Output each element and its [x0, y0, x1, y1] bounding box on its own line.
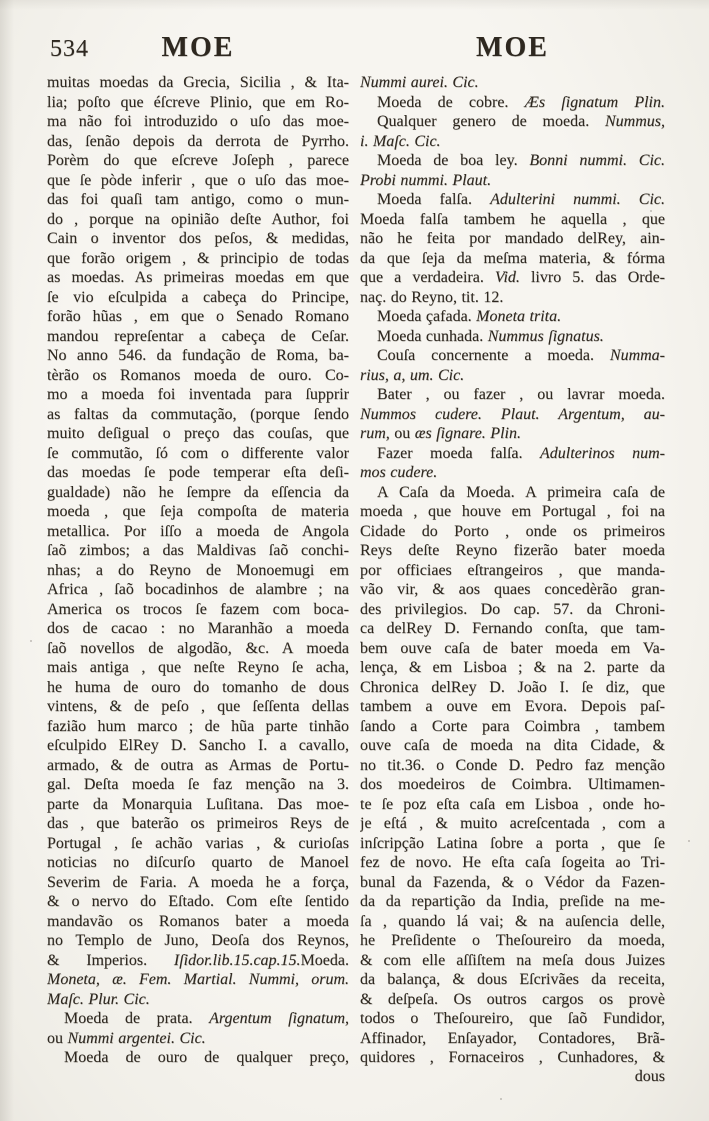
- text-column-right: [360, 73, 665, 1068]
- text-line: [47, 541, 349, 561]
- roman-text: bem ouve caſa de bater moeda em Va-: [360, 639, 665, 657]
- text-line: [360, 795, 665, 815]
- roman-text: livro 5. das Orde-: [519, 269, 665, 286]
- roman-text: mais antiga , que neſte Reyno ſe acha,: [47, 659, 349, 676]
- roman-text: Chronica delRey D. João I. ſe diz, que: [360, 678, 665, 696]
- text-line: [47, 834, 349, 854]
- roman-text: ma não foi introduzido o uſo das moe-: [47, 113, 349, 130]
- latin-italic-text: Iſidor.lib.15.cap.15.: [173, 951, 301, 969]
- text-line: [360, 1029, 665, 1049]
- paper-speck: [650, 210, 652, 212]
- text-line: [47, 873, 349, 893]
- roman-text: ſe commutão, ſó com o differente valor: [47, 444, 349, 462]
- latin-italic-text: Argentum ſignatum,: [209, 1010, 349, 1027]
- running-header-right: MOE: [476, 32, 549, 63]
- latin-italic-text: Moneta trita.: [476, 308, 562, 325]
- text-line: [47, 463, 349, 483]
- text-line: [47, 268, 349, 288]
- roman-text: nhas; a do Reyno de Monoemugi em: [47, 561, 349, 579]
- roman-text: as faltas da commutação, (porque ſendo: [47, 405, 349, 423]
- text-line: [47, 405, 349, 425]
- roman-text: mo a moeda foi inventada para ſupprir: [47, 386, 349, 403]
- roman-text: no Templo de Juno, Deoſa dos Reynos,: [47, 932, 349, 949]
- roman-text: ſaõ novellos de algodão, &c. A moeda: [47, 639, 349, 657]
- roman-text: & deſpeſa. Os outros cargos os provè: [360, 990, 665, 1008]
- text-line: [360, 970, 665, 990]
- text-line: [47, 522, 349, 542]
- roman-text: Moeda de cobre.: [377, 93, 525, 111]
- text-line: [47, 93, 349, 113]
- latin-italic-text: Maſc. Plur. Cic.: [47, 990, 150, 1008]
- page-top-shade: [0, 0, 709, 10]
- text-line: [47, 366, 349, 386]
- text-line: [47, 112, 349, 132]
- roman-text: moeda , que ſeja compoſta de materia: [47, 503, 349, 520]
- text-line: [47, 483, 349, 503]
- roman-text: mandavão os Romanos bater a moeda: [47, 912, 349, 930]
- roman-text: dos de cacao : no Maranhão a moeda: [47, 620, 349, 637]
- latin-italic-text: rius, a, um. Cic.: [360, 366, 465, 384]
- roman-text: Moeda de prata.: [64, 1010, 210, 1027]
- roman-text: noticias no diſcurſo quarto de Manoel: [47, 854, 349, 871]
- roman-text: vão vir, & aos quaes concedèrão gran-: [360, 581, 665, 598]
- roman-text: Portugal , ſe achão varias , & curioſas: [47, 834, 349, 852]
- roman-text: ſaõ zimbos; a das Maldivas ſaõ conchi-: [47, 542, 349, 559]
- text-line: [360, 424, 665, 444]
- text-line: [47, 580, 349, 600]
- text-line: [360, 463, 665, 483]
- text-line: [47, 327, 349, 347]
- roman-text: Porèm do que eſcreve Joſeph , parece: [47, 152, 349, 169]
- roman-text: fez de novo. He eſta caſa ſogeita ao Tri-: [360, 854, 665, 871]
- roman-text: ſando a Corte para Coimbra , tambem: [360, 717, 665, 735]
- text-line: [360, 658, 665, 678]
- text-line: [47, 912, 349, 932]
- text-line: [360, 307, 665, 327]
- paper-speck: [688, 840, 690, 842]
- text-line: [360, 951, 665, 971]
- roman-text: todos o Theſoureiro, que ſaõ Fundidor,: [360, 1010, 665, 1027]
- text-line: [47, 639, 349, 659]
- latin-italic-text: Bonni nummi. Cic.: [529, 152, 665, 169]
- text-line: [360, 736, 665, 756]
- text-line: [360, 171, 665, 191]
- text-line: [360, 268, 665, 288]
- roman-text: ou: [47, 1029, 68, 1047]
- text-line: [360, 1048, 665, 1068]
- roman-text: por officiaes eſtrangeiros , que manda-: [360, 561, 665, 579]
- text-line: [360, 834, 665, 854]
- roman-text: Bater , ou fazer , ou lavrar moeda.: [377, 386, 665, 403]
- text-line: [47, 970, 349, 990]
- latin-italic-text: Nummus,: [604, 113, 665, 130]
- latin-italic-text: Adulterini nummi. Cic.: [490, 191, 665, 208]
- text-line: [360, 288, 665, 308]
- roman-text: Moeda falſa tambem he aquella , que: [360, 210, 665, 228]
- roman-text: Cain o inventor dos peſos, & medidas,: [47, 230, 349, 247]
- roman-text: gal. Deſta moeda ſe faz menção na 3.: [47, 776, 349, 793]
- text-line: [47, 561, 349, 581]
- latin-italic-text: Numma-: [609, 347, 665, 364]
- text-line: [47, 444, 349, 464]
- roman-text: que forão origem , & principio de todas: [47, 249, 349, 267]
- roman-text: Severim de Faria. A moeda he a força,: [47, 873, 349, 891]
- latin-italic-text: Probi nummi. Plaut.: [360, 171, 492, 189]
- text-line: [360, 483, 665, 503]
- roman-text: tambem a ouve em Evora. Depois paſ-: [360, 698, 665, 715]
- text-line: [47, 424, 349, 444]
- text-line: [47, 307, 349, 327]
- roman-text: das foi quaſi tam antigo, como o mun-: [47, 191, 349, 208]
- roman-text: lia; poſto que éſcreve Plinio, que em Ro-: [47, 93, 349, 111]
- text-line: [360, 327, 665, 347]
- text-line: [47, 756, 349, 776]
- latin-italic-text: Adulterinos num-: [539, 444, 665, 462]
- text-line: [360, 853, 665, 873]
- roman-text: metallica. Por iſſo a moeda de Angola: [47, 522, 349, 540]
- latin-italic-text: Nummi aurei. Cic.: [360, 74, 479, 91]
- text-line: [360, 873, 665, 893]
- text-line: [360, 93, 665, 113]
- roman-text: ou: [389, 425, 415, 442]
- text-line: [360, 678, 665, 698]
- latin-italic-text: æs ſignare. Plin.: [414, 425, 521, 442]
- text-line: [47, 385, 349, 405]
- text-line: [360, 249, 665, 269]
- roman-text: lença, & em Lisboa ; & na 2. parte da: [360, 659, 665, 676]
- latin-italic-text: mos cudere.: [360, 464, 438, 481]
- roman-text: & com elle aſſiſtem na meſa dous Juizes: [360, 951, 665, 969]
- text-line: [360, 132, 665, 152]
- roman-text: das moedas ſe pode temperar eſta deſi-: [47, 464, 349, 481]
- text-line: [47, 736, 349, 756]
- roman-text: No anno 546. da fundação de Roma, ba-: [47, 347, 349, 364]
- roman-text: não he feita por mandado delRey, ain-: [360, 230, 665, 247]
- text-line: [360, 717, 665, 737]
- text-line: [360, 619, 665, 639]
- roman-text: muito deſigual o preço das couſas, que: [47, 425, 349, 442]
- roman-text: te ſe poz eſta caſa em Lisboa , onde ho-: [360, 795, 665, 813]
- text-line: [360, 600, 665, 620]
- running-header-left: MOE: [161, 32, 235, 63]
- latin-italic-text: Moneta, æ. Fem. Martial. Nummi, orum.: [47, 971, 349, 988]
- text-line: [360, 502, 665, 522]
- text-line: [360, 931, 665, 951]
- latin-italic-text: Nummos cudere. Plaut. Argentum, au-: [360, 405, 665, 423]
- roman-text: quidores , Fornaceiros , Cunhadores, &: [360, 1049, 665, 1066]
- text-line: [360, 190, 665, 210]
- roman-text: armado, & de outra as Armas de Portu-: [47, 756, 349, 774]
- text-line: [47, 1048, 349, 1068]
- text-line: [47, 892, 349, 912]
- roman-text: Moeda de boa ley.: [377, 152, 530, 169]
- roman-text: ſe vio eſculpida a cabeça do Principe,: [47, 288, 349, 306]
- text-line: [360, 366, 665, 386]
- latin-italic-text: Æs ſignatum Plin.: [524, 93, 665, 111]
- text-line: [360, 346, 665, 366]
- text-line: [47, 249, 349, 269]
- roman-text: des privilegios. Do cap. 57. da Chroni-: [360, 600, 665, 618]
- roman-text: da balança, & dous Eſcrivães da receita,: [360, 971, 665, 988]
- text-column-left: [47, 73, 349, 1068]
- text-line: [47, 288, 349, 308]
- roman-text: vintens, & de peſo , que ſeſſenta dellas: [47, 698, 349, 715]
- roman-text: je eſtá , & muito acreſcentada , com a: [360, 815, 665, 832]
- roman-text: no tit.36. o Conde D. Pedro faz menção: [360, 756, 665, 774]
- roman-text: da que ſeja da meſma materia, & fórma: [360, 249, 665, 267]
- roman-text: naç. do Reyno, tit. 12.: [360, 288, 504, 306]
- text-line: [360, 697, 665, 717]
- latin-italic-text: Nummus ſignatus.: [487, 327, 604, 345]
- roman-text: tèrão os Romanos moeda de ouro. Co-: [47, 366, 349, 384]
- text-line: [47, 1009, 349, 1029]
- catchword: dous: [634, 1068, 665, 1085]
- text-line: [360, 522, 665, 542]
- roman-text: & o nervo do Eſtado. Com eſte ſentido: [47, 893, 349, 910]
- text-line: [360, 775, 665, 795]
- roman-text: ca delRey D. Fernando conſta, que tam-: [360, 620, 665, 637]
- text-line: [47, 717, 349, 737]
- roman-text: da da repartição da India, preſide na me-: [360, 893, 665, 910]
- text-line: [47, 678, 349, 698]
- paper-speck: [30, 640, 32, 642]
- text-line: [47, 210, 349, 230]
- text-line: [360, 385, 665, 405]
- roman-text: mandou repreſentar a cabeça de Ceſar.: [47, 327, 349, 345]
- text-line: [47, 1029, 349, 1049]
- text-line: [47, 853, 349, 873]
- roman-text: fazião hum marco ; de hũa parte tinhão: [47, 717, 349, 735]
- roman-text: que a verdadeira.: [360, 269, 495, 286]
- roman-text: ouve caſa de moeda na dita Cidade, &: [360, 737, 665, 754]
- text-line: [360, 112, 665, 132]
- roman-text: parte da Monarquia Luſitana. Das moe-: [47, 795, 349, 813]
- text-line: [47, 132, 349, 152]
- roman-text: que ſe pòde inferir , que o uſo das moe-: [47, 171, 349, 189]
- roman-text: Reys deſte Reyno fizerão bater moeda: [360, 542, 665, 559]
- roman-text: Moeda cunhada.: [377, 327, 488, 345]
- text-line: [360, 541, 665, 561]
- text-line: [47, 990, 349, 1010]
- text-line: [47, 795, 349, 815]
- text-line: [360, 756, 665, 776]
- latin-italic-text: rum,: [360, 425, 390, 442]
- latin-italic-text: Vid.: [494, 269, 520, 286]
- text-line: [47, 73, 349, 93]
- roman-text: do , porque na opinião deſte Author, foi: [47, 210, 349, 228]
- roman-text: he huma de ouro do tomanho de dous: [47, 678, 349, 696]
- text-line: [360, 444, 665, 464]
- text-line: [47, 658, 349, 678]
- roman-text: he Preſidente o Theſoureiro da moeda,: [360, 932, 665, 949]
- text-line: [360, 405, 665, 425]
- text-line: [360, 73, 665, 93]
- text-line: [47, 600, 349, 620]
- text-line: [47, 951, 349, 971]
- roman-text: Africa , ſaõ bocadinhos de alambre ; na: [47, 581, 349, 598]
- page-number: 534: [50, 36, 89, 62]
- text-line: [360, 561, 665, 581]
- paper-speck: [500, 1098, 502, 1100]
- text-line: [360, 151, 665, 171]
- roman-text: das , que baterão os primeiros Reys de: [47, 815, 349, 832]
- roman-text: America os trocos ſe fazem com boca-: [47, 600, 349, 618]
- text-line: [47, 931, 349, 951]
- roman-text: & Imperios.: [47, 951, 174, 969]
- paper-speck: [96, 120, 98, 122]
- roman-text: Affinador, Enſayador, Contadores, Brã-: [360, 1029, 665, 1047]
- roman-text: eſculpido ElRey D. Sancho I. a cavallo,: [47, 737, 349, 754]
- text-line: [360, 229, 665, 249]
- text-line: [360, 1009, 665, 1029]
- text-line: [47, 190, 349, 210]
- text-line: [360, 580, 665, 600]
- text-line: [47, 619, 349, 639]
- roman-text: Cidade do Porto , onde os primeiros: [360, 522, 665, 540]
- latin-italic-text: Nummi argentei. Cic.: [67, 1029, 206, 1047]
- roman-text: Moeda falſa.: [377, 191, 491, 208]
- roman-text: Couſa concernente a moeda.: [377, 347, 610, 364]
- roman-text: Moeda çafada.: [377, 308, 477, 325]
- text-line: [360, 639, 665, 659]
- text-line: [360, 912, 665, 932]
- text-line: [47, 502, 349, 522]
- text-line: [47, 697, 349, 717]
- latin-italic-text: i. Maſc. Cic.: [360, 132, 441, 150]
- roman-text: ſa , quando lá vai; & na auſencia delle,: [360, 912, 665, 930]
- text-line: [47, 151, 349, 171]
- roman-text: Moeda.: [300, 951, 349, 969]
- page-gutter-shade: [0, 0, 14, 1121]
- roman-text: bunal da Fazenda, & o Védor da Fazen-: [360, 873, 665, 891]
- text-line: [360, 990, 665, 1010]
- text-line: [360, 814, 665, 834]
- roman-text: muitas moedas da Grecia, Sicilia , & Ita-: [47, 74, 349, 91]
- roman-text: dos moedeiros de Coimbra. Ultimamen-: [360, 776, 665, 793]
- text-line: [47, 814, 349, 834]
- text-line: [47, 229, 349, 249]
- roman-text: Fazer moeda falſa.: [377, 444, 540, 462]
- roman-text: A Caſa da Moeda. A primeira caſa de: [377, 483, 665, 501]
- roman-text: as moedas. As primeiras moedas em que: [47, 269, 349, 286]
- text-line: [360, 892, 665, 912]
- roman-text: das, ſenão depois da derrota de Pyrrho.: [47, 132, 349, 150]
- roman-text: moeda , que houve em Portugal , foi na: [360, 503, 665, 520]
- text-line: [47, 346, 349, 366]
- text-line: [47, 775, 349, 795]
- roman-text: forão hũas , em que o Senado Romano: [47, 308, 349, 325]
- roman-text: Moeda de ouro de qualquer preço,: [64, 1049, 349, 1066]
- text-line: [47, 171, 349, 191]
- text-line: [360, 210, 665, 230]
- roman-text: gualdade) não he ſempre da eſſencia da: [47, 483, 349, 501]
- roman-text: inſcripção Latina ſobre a porta , que ſe: [360, 834, 665, 852]
- roman-text: Qualquer genero de moeda.: [377, 113, 605, 130]
